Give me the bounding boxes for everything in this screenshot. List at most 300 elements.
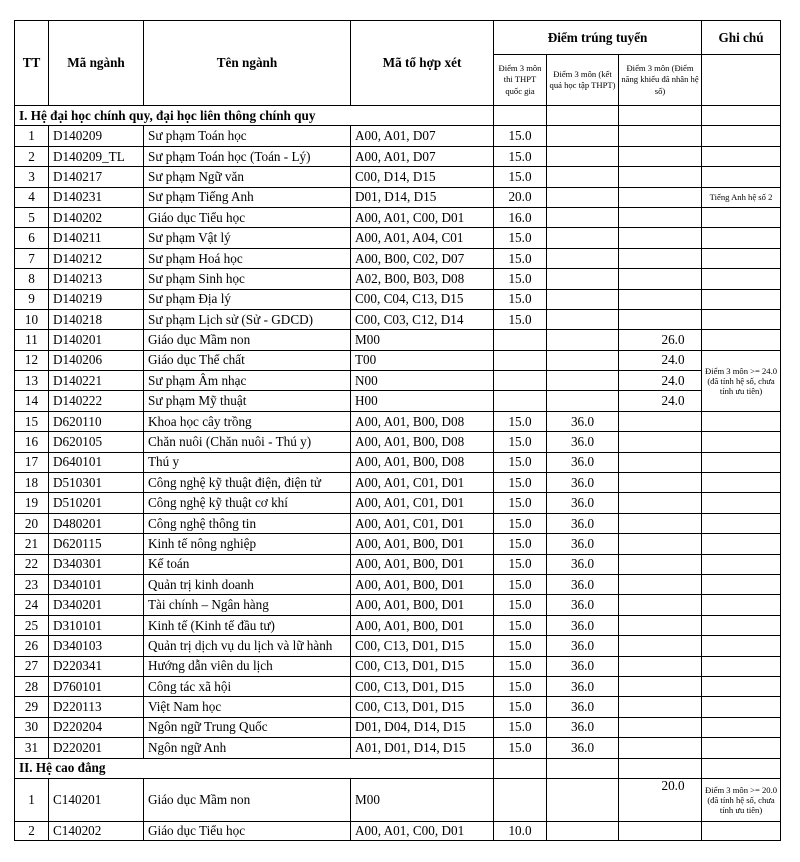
major-name: Hướng dẫn viên du lịch bbox=[144, 656, 351, 676]
major-name: Thú y bbox=[144, 452, 351, 472]
score-thpt: 15.0 bbox=[494, 554, 547, 574]
subject-combo: A00, A01, C01, D01 bbox=[351, 473, 494, 493]
section-title: I. Hệ đại học chính quy, đại học liên thông chính quy bbox=[15, 106, 494, 126]
major-code: C140202 bbox=[49, 821, 144, 840]
table-row bbox=[15, 432, 781, 452]
major-code: D140219 bbox=[49, 289, 144, 309]
major-code: D310101 bbox=[49, 615, 144, 635]
empty-cell bbox=[702, 821, 781, 840]
empty-cell bbox=[547, 758, 619, 778]
score-thpt bbox=[494, 778, 547, 821]
score-nang-khieu bbox=[619, 146, 702, 166]
subject-combo: N00 bbox=[351, 371, 494, 391]
major-code: D220204 bbox=[49, 717, 144, 737]
major-name: Sư phạm Âm nhạc bbox=[144, 371, 351, 391]
score-thpt: 15.0 bbox=[494, 411, 547, 431]
major-name: Sư phạm Lịch sử (Sử - GDCD) bbox=[144, 309, 351, 329]
score-hoc-tap bbox=[547, 207, 619, 227]
score-hoc-tap: 36.0 bbox=[547, 513, 619, 533]
major-code: D620115 bbox=[49, 534, 144, 554]
major-name: Quản trị kinh doanh bbox=[144, 574, 351, 594]
table-row bbox=[15, 309, 781, 329]
row-index: 30 bbox=[15, 717, 49, 737]
table-row bbox=[15, 248, 781, 268]
major-code: D140218 bbox=[49, 309, 144, 329]
subject-combo: T00 bbox=[351, 350, 494, 370]
score-nang-khieu bbox=[619, 717, 702, 737]
score-thpt: 15.0 bbox=[494, 146, 547, 166]
score-hoc-tap: 36.0 bbox=[547, 717, 619, 737]
score-hoc-tap bbox=[547, 126, 619, 146]
major-code: D340103 bbox=[49, 636, 144, 656]
major-name: Kinh tế (Kinh tế đầu tư) bbox=[144, 615, 351, 635]
score-hoc-tap: 36.0 bbox=[547, 452, 619, 472]
table-row bbox=[15, 228, 781, 248]
major-name: Giáo dục Tiểu học bbox=[144, 821, 351, 840]
major-name: Giáo dục Mầm non bbox=[144, 778, 351, 821]
header-sub-hoc-tap: Điểm 3 môn (kết quả học tập THPT) bbox=[547, 55, 619, 106]
score-thpt: 15.0 bbox=[494, 636, 547, 656]
row-index: 19 bbox=[15, 493, 49, 513]
row-index: 4 bbox=[15, 187, 49, 207]
row-index: 7 bbox=[15, 248, 49, 268]
score-thpt: 15.0 bbox=[494, 676, 547, 696]
header-ma-to-hop: Mã tổ hợp xét bbox=[351, 21, 494, 106]
empty-cell bbox=[702, 207, 781, 227]
table-row bbox=[15, 493, 781, 513]
major-code: D340201 bbox=[49, 595, 144, 615]
empty-cell bbox=[702, 493, 781, 513]
row-index: 5 bbox=[15, 207, 49, 227]
table-row bbox=[15, 411, 781, 431]
empty-cell bbox=[702, 656, 781, 676]
header-sub-thpt: Điểm 3 môn thi THPT quốc gia bbox=[494, 55, 547, 106]
score-nang-khieu bbox=[619, 513, 702, 533]
major-code: D140202 bbox=[49, 207, 144, 227]
major-code: D340301 bbox=[49, 554, 144, 574]
empty-cell bbox=[702, 248, 781, 268]
subject-combo: A02, B00, B03, D08 bbox=[351, 269, 494, 289]
row-index: 31 bbox=[15, 738, 49, 758]
score-thpt bbox=[494, 391, 547, 411]
subject-combo: C00, C13, D01, D15 bbox=[351, 656, 494, 676]
score-thpt bbox=[494, 330, 547, 350]
row-index: 2 bbox=[15, 821, 49, 840]
row-index: 24 bbox=[15, 595, 49, 615]
score-thpt: 15.0 bbox=[494, 615, 547, 635]
subject-combo: A00, A01, B00, D01 bbox=[351, 534, 494, 554]
empty-cell bbox=[619, 758, 702, 778]
major-code: D140222 bbox=[49, 391, 144, 411]
empty-cell bbox=[702, 636, 781, 656]
score-hoc-tap: 36.0 bbox=[547, 656, 619, 676]
major-code: D220201 bbox=[49, 738, 144, 758]
major-name: Việt Nam học bbox=[144, 697, 351, 717]
major-name: Sư phạm Toán học bbox=[144, 126, 351, 146]
major-code: D620110 bbox=[49, 411, 144, 431]
major-code: D140231 bbox=[49, 187, 144, 207]
table-row bbox=[15, 717, 781, 737]
score-hoc-tap bbox=[547, 269, 619, 289]
table-row bbox=[15, 574, 781, 594]
major-code: D140201 bbox=[49, 330, 144, 350]
score-nang-khieu: 24.0 bbox=[619, 350, 702, 370]
subject-combo: A00, A01, B00, D08 bbox=[351, 411, 494, 431]
score-hoc-tap: 36.0 bbox=[547, 615, 619, 635]
major-name: Công nghệ kỹ thuật cơ khí bbox=[144, 493, 351, 513]
score-hoc-tap: 36.0 bbox=[547, 411, 619, 431]
score-thpt: 10.0 bbox=[494, 821, 547, 840]
score-thpt: 15.0 bbox=[494, 656, 547, 676]
score-nang-khieu bbox=[619, 167, 702, 187]
row-index: 1 bbox=[15, 126, 49, 146]
table-body bbox=[15, 106, 781, 841]
subject-combo: C00, C04, C13, D15 bbox=[351, 289, 494, 309]
major-name: Công nghệ kỹ thuật điện, điện tử bbox=[144, 473, 351, 493]
table-row bbox=[15, 697, 781, 717]
score-hoc-tap bbox=[547, 371, 619, 391]
major-name: Ngôn ngữ Anh bbox=[144, 738, 351, 758]
empty-cell bbox=[702, 717, 781, 737]
empty-cell bbox=[702, 432, 781, 452]
row-index: 10 bbox=[15, 309, 49, 329]
score-thpt: 15.0 bbox=[494, 717, 547, 737]
score-hoc-tap bbox=[547, 309, 619, 329]
score-thpt: 15.0 bbox=[494, 534, 547, 554]
major-code: D510201 bbox=[49, 493, 144, 513]
major-name: Ngôn ngữ Trung Quốc bbox=[144, 717, 351, 737]
subject-combo: D01, D14, D15 bbox=[351, 187, 494, 207]
major-name: Giáo dục Mầm non bbox=[144, 330, 351, 350]
major-code: D140209_TL bbox=[49, 146, 144, 166]
empty-cell bbox=[702, 676, 781, 696]
empty-cell bbox=[702, 738, 781, 758]
score-nang-khieu bbox=[619, 821, 702, 840]
major-code: D640101 bbox=[49, 452, 144, 472]
major-code: D480201 bbox=[49, 513, 144, 533]
empty-cell bbox=[702, 574, 781, 594]
score-thpt: 15.0 bbox=[494, 309, 547, 329]
score-hoc-tap bbox=[547, 391, 619, 411]
empty-cell bbox=[702, 513, 781, 533]
empty-cell bbox=[494, 106, 547, 126]
major-code: D760101 bbox=[49, 676, 144, 696]
score-hoc-tap bbox=[547, 330, 619, 350]
major-code: D140209 bbox=[49, 126, 144, 146]
empty-cell bbox=[702, 411, 781, 431]
row-index: 27 bbox=[15, 656, 49, 676]
note-cell: Tiếng Anh hệ số 2 bbox=[702, 187, 781, 207]
empty-cell bbox=[494, 758, 547, 778]
row-index: 17 bbox=[15, 452, 49, 472]
table-row bbox=[15, 676, 781, 696]
row-index: 11 bbox=[15, 330, 49, 350]
score-thpt: 15.0 bbox=[494, 248, 547, 268]
note-cell: Điểm 3 môn >= 20.0 (đã tính hệ số, chưa tính ưu tiên) bbox=[702, 778, 781, 821]
score-nang-khieu bbox=[619, 574, 702, 594]
score-nang-khieu: 20.0 bbox=[619, 778, 702, 821]
score-nang-khieu bbox=[619, 615, 702, 635]
major-name: Sư phạm Tiếng Anh bbox=[144, 187, 351, 207]
score-nang-khieu bbox=[619, 697, 702, 717]
score-hoc-tap bbox=[547, 350, 619, 370]
empty-cell bbox=[702, 595, 781, 615]
empty-cell bbox=[702, 330, 781, 350]
score-hoc-tap: 36.0 bbox=[547, 595, 619, 615]
major-code: D140212 bbox=[49, 248, 144, 268]
table-row bbox=[15, 513, 781, 533]
major-name: Chăn nuôi (Chăn nuôi - Thú y) bbox=[144, 432, 351, 452]
score-nang-khieu bbox=[619, 636, 702, 656]
score-nang-khieu: 24.0 bbox=[619, 391, 702, 411]
score-thpt: 15.0 bbox=[494, 228, 547, 248]
header-ghi-chu-empty bbox=[702, 55, 781, 106]
row-index: 12 bbox=[15, 350, 49, 370]
major-code: D140213 bbox=[49, 269, 144, 289]
score-nang-khieu bbox=[619, 309, 702, 329]
subject-combo: A01, D01, D14, D15 bbox=[351, 738, 494, 758]
major-name: Sư phạm Ngữ văn bbox=[144, 167, 351, 187]
score-thpt: 15.0 bbox=[494, 493, 547, 513]
score-thpt: 15.0 bbox=[494, 269, 547, 289]
score-thpt: 15.0 bbox=[494, 452, 547, 472]
score-thpt: 15.0 bbox=[494, 289, 547, 309]
row-index: 29 bbox=[15, 697, 49, 717]
row-index: 15 bbox=[15, 411, 49, 431]
score-nang-khieu bbox=[619, 676, 702, 696]
empty-cell bbox=[702, 126, 781, 146]
score-thpt: 15.0 bbox=[494, 126, 547, 146]
table-row bbox=[15, 126, 781, 146]
table-row bbox=[15, 371, 781, 391]
major-name: Sư phạm Hoá học bbox=[144, 248, 351, 268]
row-index: 28 bbox=[15, 676, 49, 696]
score-nang-khieu bbox=[619, 207, 702, 227]
subject-combo: A00, A01, B00, D01 bbox=[351, 595, 494, 615]
subject-combo: H00 bbox=[351, 391, 494, 411]
score-nang-khieu bbox=[619, 473, 702, 493]
major-code: D140206 bbox=[49, 350, 144, 370]
score-nang-khieu bbox=[619, 432, 702, 452]
table-row bbox=[15, 554, 781, 574]
table-row bbox=[15, 350, 781, 370]
score-nang-khieu bbox=[619, 228, 702, 248]
score-hoc-tap bbox=[547, 228, 619, 248]
row-index: 8 bbox=[15, 269, 49, 289]
subject-combo: C00, C03, C12, D14 bbox=[351, 309, 494, 329]
table-row bbox=[15, 636, 781, 656]
major-code: C140201 bbox=[49, 778, 144, 821]
section-title: II. Hệ cao đẳng bbox=[15, 758, 494, 778]
major-code: D340101 bbox=[49, 574, 144, 594]
row-index: 21 bbox=[15, 534, 49, 554]
subject-combo: C00, D14, D15 bbox=[351, 167, 494, 187]
major-name: Tài chính – Ngân hàng bbox=[144, 595, 351, 615]
score-nang-khieu bbox=[619, 595, 702, 615]
section-row bbox=[15, 758, 781, 778]
subject-combo: C00, C13, D01, D15 bbox=[351, 697, 494, 717]
major-name: Sư phạm Địa lý bbox=[144, 289, 351, 309]
major-name: Sư phạm Toán học (Toán - Lý) bbox=[144, 146, 351, 166]
table-row bbox=[15, 656, 781, 676]
major-name: Giáo dục Thể chất bbox=[144, 350, 351, 370]
row-index: 6 bbox=[15, 228, 49, 248]
subject-combo: C00, C13, D01, D15 bbox=[351, 676, 494, 696]
subject-combo: A00, A01, C00, D01 bbox=[351, 821, 494, 840]
header-diem-trung-tuyen: Điểm trúng tuyển bbox=[494, 21, 702, 55]
table-row bbox=[15, 146, 781, 166]
major-name: Sư phạm Mỹ thuật bbox=[144, 391, 351, 411]
major-code: D140211 bbox=[49, 228, 144, 248]
score-thpt: 15.0 bbox=[494, 473, 547, 493]
score-hoc-tap bbox=[547, 167, 619, 187]
section-row bbox=[15, 106, 781, 126]
header-ma-nganh: Mã ngành bbox=[49, 21, 144, 106]
score-hoc-tap: 36.0 bbox=[547, 554, 619, 574]
major-name: Sư phạm Vật lý bbox=[144, 228, 351, 248]
subject-combo: A00, A01, B00, D08 bbox=[351, 432, 494, 452]
subject-combo: A00, A01, A04, C01 bbox=[351, 228, 494, 248]
header-ten-nganh: Tên ngành bbox=[144, 21, 351, 106]
score-nang-khieu bbox=[619, 269, 702, 289]
score-hoc-tap: 36.0 bbox=[547, 534, 619, 554]
empty-cell bbox=[702, 534, 781, 554]
empty-cell bbox=[702, 167, 781, 187]
row-index: 13 bbox=[15, 371, 49, 391]
score-hoc-tap: 36.0 bbox=[547, 636, 619, 656]
row-index: 25 bbox=[15, 615, 49, 635]
note-cell: Điểm 3 môn >= 24.0 (đã tính hệ số, chưa tính ưu tiên) bbox=[702, 350, 781, 411]
empty-cell bbox=[702, 289, 781, 309]
major-name: Giáo dục Tiểu học bbox=[144, 207, 351, 227]
row-index: 16 bbox=[15, 432, 49, 452]
empty-cell bbox=[619, 106, 702, 126]
empty-cell bbox=[702, 269, 781, 289]
score-thpt bbox=[494, 371, 547, 391]
admission-score-table bbox=[14, 20, 781, 841]
score-nang-khieu: 26.0 bbox=[619, 330, 702, 350]
score-nang-khieu bbox=[619, 187, 702, 207]
table-row bbox=[15, 391, 781, 411]
major-code: D140217 bbox=[49, 167, 144, 187]
score-thpt bbox=[494, 350, 547, 370]
empty-cell bbox=[702, 146, 781, 166]
subject-combo: A00, A01, B00, D01 bbox=[351, 615, 494, 635]
score-nang-khieu bbox=[619, 656, 702, 676]
table-row bbox=[15, 615, 781, 635]
subject-combo: A00, A01, D07 bbox=[351, 146, 494, 166]
row-index: 20 bbox=[15, 513, 49, 533]
score-nang-khieu bbox=[619, 738, 702, 758]
row-index: 23 bbox=[15, 574, 49, 594]
score-nang-khieu bbox=[619, 248, 702, 268]
table-row bbox=[15, 269, 781, 289]
major-name: Kế toán bbox=[144, 554, 351, 574]
row-index: 1 bbox=[15, 778, 49, 821]
major-code: D220113 bbox=[49, 697, 144, 717]
empty-cell bbox=[702, 758, 781, 778]
major-name: Sư phạm Sinh học bbox=[144, 269, 351, 289]
header-ghi-chu: Ghi chú bbox=[702, 21, 781, 55]
table-row bbox=[15, 778, 781, 821]
row-index: 9 bbox=[15, 289, 49, 309]
subject-combo: M00 bbox=[351, 778, 494, 821]
major-name: Công tác xã hội bbox=[144, 676, 351, 696]
score-nang-khieu: 24.0 bbox=[619, 371, 702, 391]
major-code: D620105 bbox=[49, 432, 144, 452]
header-sub-nang-khieu: Điểm 3 môn (Điểm năng khiếu đã nhân hệ số) bbox=[619, 55, 702, 106]
table-row bbox=[15, 595, 781, 615]
score-hoc-tap: 36.0 bbox=[547, 738, 619, 758]
score-hoc-tap bbox=[547, 187, 619, 207]
table-row bbox=[15, 452, 781, 472]
row-index: 22 bbox=[15, 554, 49, 574]
score-nang-khieu bbox=[619, 493, 702, 513]
table-row bbox=[15, 187, 781, 207]
row-index: 14 bbox=[15, 391, 49, 411]
score-thpt: 20.0 bbox=[494, 187, 547, 207]
subject-combo: C00, C13, D01, D15 bbox=[351, 636, 494, 656]
table-row bbox=[15, 473, 781, 493]
score-nang-khieu bbox=[619, 534, 702, 554]
score-thpt: 15.0 bbox=[494, 513, 547, 533]
subject-combo: A00, A01, D07 bbox=[351, 126, 494, 146]
subject-combo: A00, B00, C02, D07 bbox=[351, 248, 494, 268]
table-row bbox=[15, 289, 781, 309]
score-nang-khieu bbox=[619, 411, 702, 431]
table-row bbox=[15, 330, 781, 350]
table-row bbox=[15, 167, 781, 187]
score-hoc-tap: 36.0 bbox=[547, 676, 619, 696]
score-hoc-tap: 36.0 bbox=[547, 697, 619, 717]
subject-combo: A00, A01, C01, D01 bbox=[351, 493, 494, 513]
major-name: Khoa học cây trồng bbox=[144, 411, 351, 431]
score-thpt: 15.0 bbox=[494, 697, 547, 717]
empty-cell bbox=[702, 106, 781, 126]
score-hoc-tap: 36.0 bbox=[547, 432, 619, 452]
score-nang-khieu bbox=[619, 452, 702, 472]
score-thpt: 15.0 bbox=[494, 167, 547, 187]
table-row bbox=[15, 207, 781, 227]
major-code: D510301 bbox=[49, 473, 144, 493]
empty-cell bbox=[702, 554, 781, 574]
subject-combo: A00, A01, B00, D01 bbox=[351, 574, 494, 594]
empty-cell bbox=[547, 106, 619, 126]
score-hoc-tap bbox=[547, 289, 619, 309]
score-hoc-tap: 36.0 bbox=[547, 493, 619, 513]
score-thpt: 15.0 bbox=[494, 738, 547, 758]
empty-cell bbox=[702, 697, 781, 717]
subject-combo: A00, A01, C00, D01 bbox=[351, 207, 494, 227]
empty-cell bbox=[702, 615, 781, 635]
empty-cell bbox=[702, 452, 781, 472]
table-row bbox=[15, 534, 781, 554]
subject-combo: A00, A01, C01, D01 bbox=[351, 513, 494, 533]
subject-combo: D01, D04, D14, D15 bbox=[351, 717, 494, 737]
major-code: D140221 bbox=[49, 371, 144, 391]
score-hoc-tap: 36.0 bbox=[547, 473, 619, 493]
table-row bbox=[15, 821, 781, 840]
subject-combo: A00, A01, B00, D08 bbox=[351, 452, 494, 472]
score-hoc-tap bbox=[547, 146, 619, 166]
major-name: Kinh tế nông nghiệp bbox=[144, 534, 351, 554]
empty-cell bbox=[702, 309, 781, 329]
major-name: Quản trị dịch vụ du lịch và lữ hành bbox=[144, 636, 351, 656]
table-row bbox=[15, 738, 781, 758]
subject-combo: M00 bbox=[351, 330, 494, 350]
score-hoc-tap bbox=[547, 778, 619, 821]
empty-cell bbox=[702, 228, 781, 248]
